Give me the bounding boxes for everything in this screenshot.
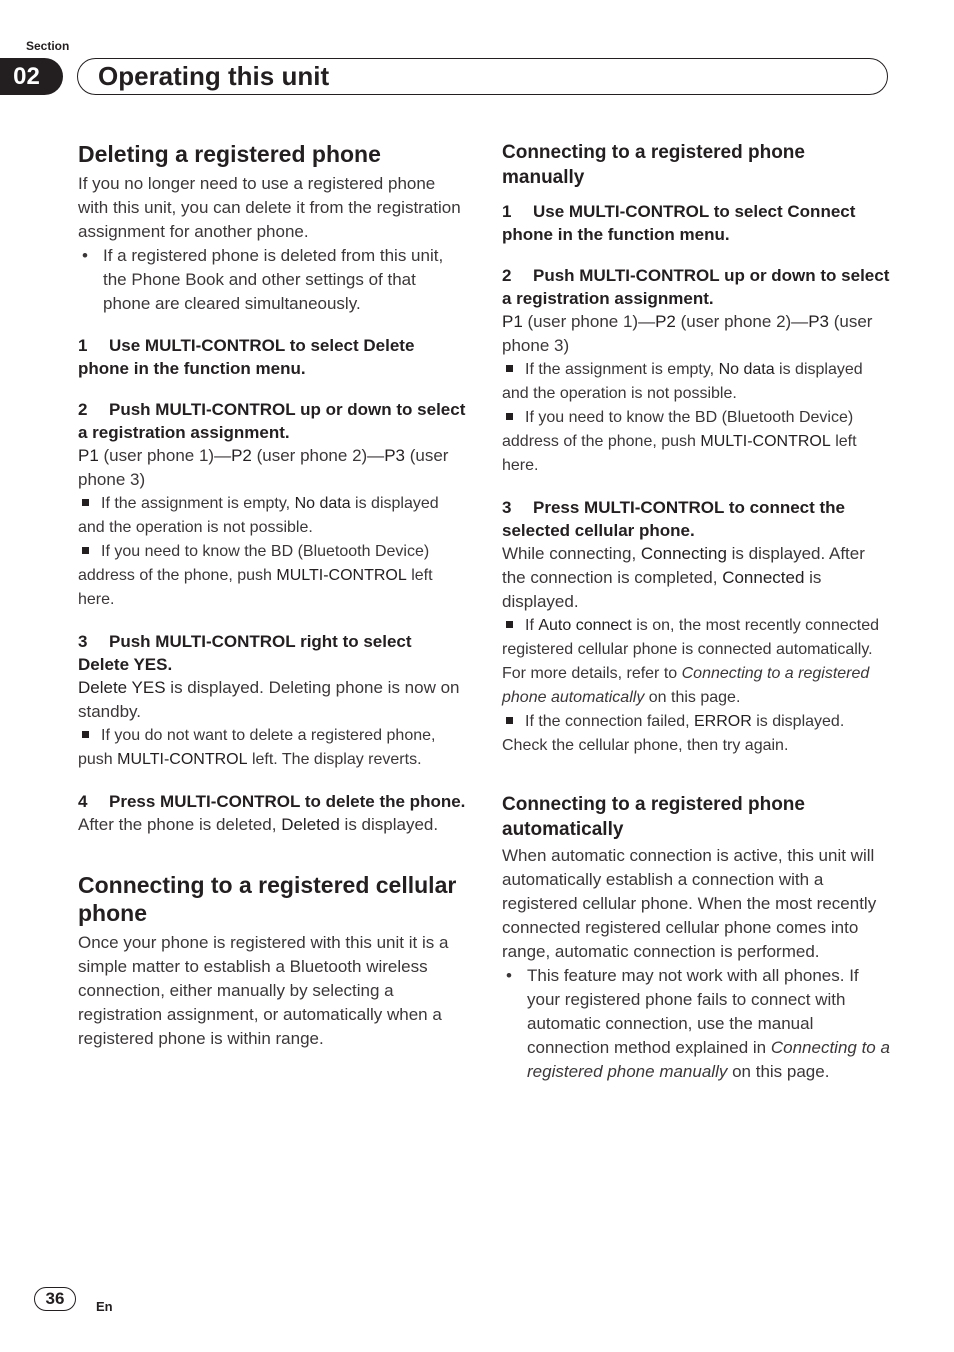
- left-step-3-note: If you do not want to delete a registered phone, push MULTI-CONTROL left. The display reverts.: [78, 727, 436, 768]
- note-square-icon: [506, 717, 513, 724]
- note-square-icon: [82, 731, 89, 738]
- left-step-3-body: Delete YES is displayed. Deleting phone is now on standby.: [78, 678, 460, 721]
- left-step-2-note-1: If the assignment is empty, No data is displayed and the operation is not possible.: [78, 495, 439, 536]
- heading-connecting-cellular: Connecting to a registered cellular phone: [78, 872, 457, 926]
- delete-bullet: [78, 244, 466, 316]
- bullet-dot-icon: •: [82, 246, 88, 265]
- auto-intro: When automatic connection is active, this unit will automatically establish a connection with a registered cellular phone. When the most recently connected registered cellular phone comes into range, automatic connection is performed.: [502, 846, 877, 961]
- auto-bullet: • This feature may not work with all phones. If your registered phone fails to connect with automatic connection, use the manual connection method explained in Connecting to a registered phone manually on this page.: [506, 966, 890, 1081]
- left-column: [78, 140, 466, 1051]
- page-number: 36: [34, 1287, 76, 1311]
- section-label: Section: [26, 39, 70, 53]
- bullet-dot-icon: •: [506, 966, 512, 985]
- right-column: [502, 140, 890, 1084]
- left-step-2: 2 Push MULTI-CONTROL up or down to select a registration assignment.: [78, 400, 466, 442]
- left-step-4: 4 Press MULTI-CONTROL to delete the phone.: [78, 792, 466, 811]
- left-step-3: 3 Push MULTI-CONTROL right to select Delete YES.: [78, 632, 412, 674]
- page-title: Operating this unit: [98, 61, 330, 91]
- heading-deleting-phone: Deleting a registered phone: [78, 141, 381, 167]
- note-square-icon: [82, 547, 89, 554]
- right-step-2-options: P1 (user phone 1)—P2 (user phone 2)—P3 (user phone 3): [502, 312, 873, 355]
- right-step-2: 2 Push MULTI-CONTROL up or down to select a registration assignment.: [502, 266, 890, 308]
- left-step-2-note-2: If you need to know the BD (Bluetooth Device) address of the phone, push MULTI-CONTROL left here.: [78, 543, 433, 608]
- left-step-2-options: P1 (user phone 1)—P2 (user phone 2)—P3 (user phone 3): [78, 446, 449, 489]
- right-step-3-note-1: If Auto connect is on, the most recently connected registered cellular phone is connected automatically. For more details, refer to Connecting to a registered phone automatically on this page.: [502, 617, 879, 706]
- right-step-3-body: While connecting, Connecting is displayed. After the connection is completed, Connected is displayed.: [502, 544, 865, 611]
- note-square-icon: [506, 365, 513, 372]
- section-number: 02: [0, 58, 63, 95]
- right-step-2-note-1: If the assignment is empty, No data is displayed and the operation is not possible.: [502, 361, 863, 402]
- delete-intro: If you no longer need to use a registered phone with this unit, you can delete it from the registration assignment for another phone.: [78, 174, 461, 241]
- note-square-icon: [506, 621, 513, 628]
- right-step-3-note-2: If the connection failed, ERROR is displayed. Check the cellular phone, then try again.: [502, 713, 845, 754]
- language-label: En: [96, 1299, 113, 1314]
- left-step-4-body: After the phone is deleted, Deleted is displayed.: [78, 815, 439, 834]
- right-step-2-note-2: If you need to know the BD (Bluetooth Device) address of the phone, push MULTI-CONTROL left here.: [502, 409, 857, 474]
- right-step-1: 1 Use MULTI-CONTROL to select Connect phone in the function menu.: [502, 202, 856, 244]
- note-square-icon: [506, 413, 513, 420]
- left-step-1: 1 Use MULTI-CONTROL to select Delete phone in the function menu.: [78, 336, 415, 378]
- right-step-3: 3 Press MULTI-CONTROL to connect the selected cellular phone.: [502, 498, 846, 540]
- heading-connect-automatically: Connecting to a registered phone automatically: [502, 794, 805, 840]
- note-square-icon: [82, 499, 89, 506]
- connect-intro: Once your phone is registered with this unit it is a simple matter to establish a Bluetooth wireless connection, either manually by selecting a registration assignment, or automatically when a registered phone is within range.: [78, 933, 449, 1048]
- delete-bullet-text: If a registered phone is deleted from this unit, the Phone Book and other settings of that phone are cleared simultaneously.: [103, 246, 444, 313]
- heading-connect-manually: Connecting to a registered phone manually: [502, 142, 805, 188]
